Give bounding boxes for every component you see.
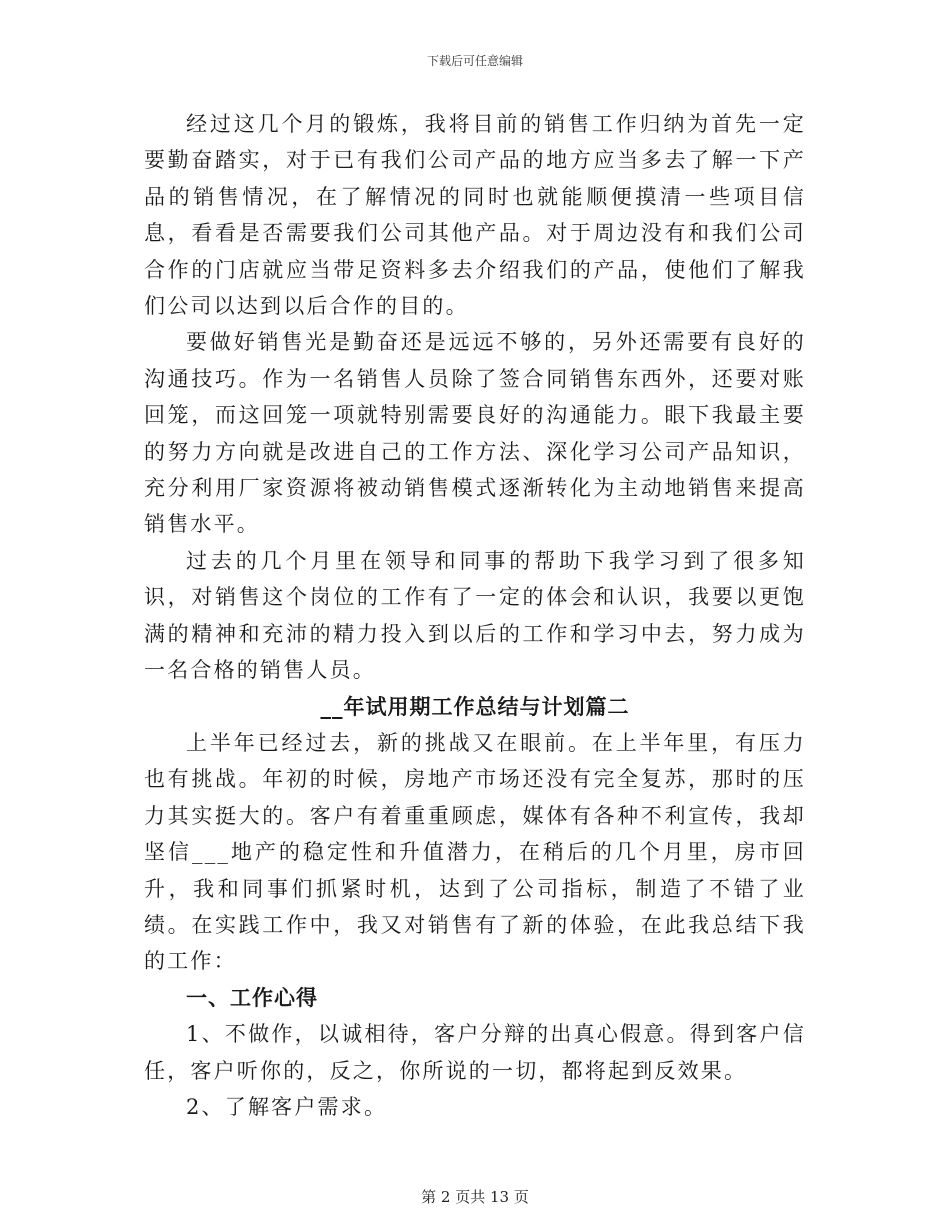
paragraph-3: 过去的几个月里在领导和同事的帮助下我学习到了很多知识，对销售这个岗位的工作有了一定的体会和认识，我要以更饱满的精神和充沛的精力投入到以后的工作和学习中去，努力成为一名合格的销售人员。 xyxy=(144,548,806,683)
section-paragraph: 上半年已经过去，新的挑战又在眼前。在上半年里，有压力也有挑战。年初的时候，房地产市场还没有完全复苏，那时的压力其实挺大的。客户有着重重顾虑，媒体有各种不利宣传，我却坚信___地产的稳定性和升值潜力，在稍后的几个月里，房市回升，我和同事们抓紧时机，达到了公司指标，制造了不错了业绩。在实践工作中，我又对销售有了新的体验，在此我总结下我的工作： xyxy=(144,730,806,974)
section-title: __年试用期工作总结与计划篇二 xyxy=(320,693,630,719)
list-item-1: 1、不做作，以诚相待，客户分辩的出真心假意。得到客户信任，客户听你的，反之，你所说的一切，都将起到反效果。 xyxy=(144,1022,806,1083)
page-header: 下载后可任意编辑 xyxy=(426,54,523,68)
paragraph-2: 要做好销售光是勤奋还是远远不够的，另外还需要有良好的沟通技巧。作为一名销售人员除了签合同销售东西外，还要对账回笼，而这回笼一项就特别需要良好的沟通能力。眼下我最主要的努力方向就是改进自己的工作方法、深化学习公司产品知识，充分利用厂家资源将被动销售模式逐渐转化为主动地销售来提高销售水平。 xyxy=(144,330,806,537)
page-footer: 第 2 页共 13 页 xyxy=(421,1188,529,1206)
subheading-work-experience: 一、工作心得 xyxy=(186,984,318,1010)
list-item-2: 2、了解客户需求。 xyxy=(186,1094,388,1119)
paragraph-1: 经过这几个月的锻炼，我将目前的销售工作归纳为首先一定要勤奋踏实，对于已有我们公司产品的地方应当多去了解一下产品的销售情况，在了解情况的同时也就能顺便摸清一些项目信息，看看是否需要我们公司其他产品。对于周边没有和我们公司合作的门店就应当带足资料多去介绍我们的产品，使他们了解我们公司以达到以后合作的目的。 xyxy=(144,112,806,319)
document-body xyxy=(144,106,806,1125)
